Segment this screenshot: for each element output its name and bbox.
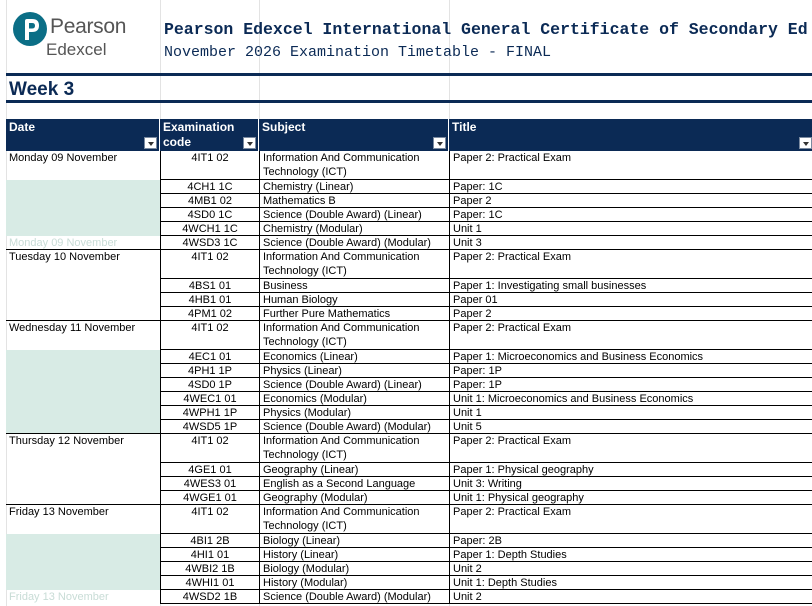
title-cell: Paper: 1C — [449, 180, 812, 194]
title-cell: Paper 1: Investigating small businesses — [449, 279, 812, 293]
date-cell — [6, 576, 160, 590]
subject-cell: Information And Communication Technology (ICT) — [259, 151, 449, 180]
title-cell: Unit 1 — [449, 222, 812, 236]
pearson-logo — [12, 11, 152, 63]
week-heading: Week 3 — [9, 79, 75, 100]
subject-cell: Economics (Modular) — [259, 392, 449, 406]
exam-code-cell: 4WPH1 1P — [160, 406, 259, 420]
subject-cell: Physics (Linear) — [259, 364, 449, 378]
exam-code-cell: 4WEC1 01 — [160, 392, 259, 406]
subject-cell: English as a Second Language — [259, 477, 449, 491]
title-cell: Paper 1: Physical geography — [449, 463, 812, 477]
title-cell: Paper: 1P — [449, 364, 812, 378]
date-cell — [6, 222, 160, 236]
date-cell — [6, 293, 160, 307]
page-subtitle: November 2026 Examination Timetable - FINAL — [164, 44, 552, 61]
page-title: Pearson Edexcel International General Certificate of Secondary Ed — [164, 20, 808, 39]
title-cell: Unit 2 — [449, 590, 812, 604]
title-cell: Unit 1: Microeconomics and Business Economics — [449, 392, 812, 406]
subject-cell: Information And Communication Technology (ICT) — [259, 250, 449, 279]
subject-cell: Chemistry (Modular) — [259, 222, 449, 236]
subject-cell: Biology (Linear) — [259, 534, 449, 548]
title-cell: Paper 2: Practical Exam — [449, 151, 812, 180]
subject-cell: History (Modular) — [259, 576, 449, 590]
title-cell: Paper 2: Practical Exam — [449, 434, 812, 463]
exam-code-cell: 4HI1 01 — [160, 548, 259, 562]
date-cell — [6, 378, 160, 392]
date-cell — [6, 406, 160, 420]
subject-cell: Biology (Modular) — [259, 562, 449, 576]
date-cell — [6, 279, 160, 293]
filter-dropdown-icon[interactable] — [433, 137, 446, 149]
title-cell: Paper: 1P — [449, 378, 812, 392]
subject-cell: Science (Double Award) (Linear) — [259, 208, 449, 222]
exam-code-cell: 4PM1 02 — [160, 307, 259, 321]
exam-code-cell: 4WSD3 1C — [160, 236, 259, 250]
subject-cell: Science (Double Award) (Modular) — [259, 236, 449, 250]
date-cell: Monday 09 November — [9, 152, 118, 164]
date-cell — [6, 364, 160, 378]
title-cell: Unit 1: Physical geography — [449, 491, 812, 505]
title-cell: Paper: 2B — [449, 534, 812, 548]
subject-cell: Human Biology — [259, 293, 449, 307]
subject-cell: Science (Double Award) (Modular) — [259, 420, 449, 434]
exam-code-cell: 4GE1 01 — [160, 463, 259, 477]
title-cell: Unit 1 — [449, 406, 812, 420]
title-cell: Paper 2: Practical Exam — [449, 250, 812, 279]
divider — [6, 100, 812, 103]
date-cell — [6, 194, 160, 208]
column-header-label: Subject — [262, 120, 306, 134]
title-cell: Paper 1: Depth Studies — [449, 548, 812, 562]
exam-code-cell: 4IT1 02 — [160, 505, 259, 534]
subject-cell: Mathematics B — [259, 194, 449, 208]
column-header-subject[interactable] — [259, 119, 449, 151]
title-cell: Paper 2: Practical Exam — [449, 505, 812, 534]
title-cell: Unit 2 — [449, 562, 812, 576]
subject-cell: Information And Communication Technology (ICT) — [259, 505, 449, 534]
exam-code-cell: 4PH1 1P — [160, 364, 259, 378]
exam-code-cell: 4CH1 1C — [160, 180, 259, 194]
exam-code-cell: 4WES3 01 — [160, 477, 259, 491]
date-cell: Wednesday 11 November — [9, 322, 136, 334]
title-cell: Unit 5 — [449, 420, 812, 434]
exam-code-cell: 4IT1 02 — [160, 250, 259, 279]
subject-cell: Information And Communication Technology (ICT) — [259, 434, 449, 463]
date-cell — [6, 180, 160, 194]
subject-cell: Science (Double Award) (Linear) — [259, 378, 449, 392]
date-cell — [6, 420, 160, 434]
date-cell: Monday 09 November — [6, 236, 160, 250]
title-cell: Paper 2 — [449, 307, 812, 321]
exam-code-cell: 4WGE1 01 — [160, 491, 259, 505]
subject-cell: Business — [259, 279, 449, 293]
column-header-label: Examination — [163, 120, 235, 134]
exam-code-cell: 4IT1 02 — [160, 321, 259, 350]
subject-cell: History (Linear) — [259, 548, 449, 562]
filter-dropdown-icon[interactable] — [144, 137, 157, 149]
subject-cell: Further Pure Mathematics — [259, 307, 449, 321]
date-cell: Friday 13 November — [9, 506, 109, 518]
title-cell: Unit 3 — [449, 236, 812, 250]
brand-name: Pearson — [50, 15, 127, 38]
date-cell — [6, 477, 160, 491]
title-cell: Paper: 1C — [449, 208, 812, 222]
pearson-logo-icon — [12, 11, 48, 47]
subject-cell: Geography (Linear) — [259, 463, 449, 477]
exam-code-cell: 4WSD5 1P — [160, 420, 259, 434]
title-cell: Paper 01 — [449, 293, 812, 307]
title-cell: Paper 2: Practical Exam — [449, 321, 812, 350]
subject-cell: Physics (Modular) — [259, 406, 449, 420]
title-cell: Unit 1: Depth Studies — [449, 576, 812, 590]
date-cell: Friday 13 November — [9, 591, 109, 603]
column-header-label: Title — [452, 120, 477, 134]
date-cell: Tuesday 10 November — [9, 251, 120, 263]
exam-code-cell: 4SD0 1C — [160, 208, 259, 222]
column-header-date[interactable] — [6, 119, 160, 151]
subject-cell: Geography (Modular) — [259, 491, 449, 505]
filter-dropdown-icon[interactable] — [243, 137, 256, 149]
date-cell — [6, 307, 160, 321]
divider — [6, 73, 812, 76]
exam-code-cell: 4WBI2 1B — [160, 562, 259, 576]
exam-code-cell: 4EC1 01 — [160, 350, 259, 364]
exam-code-cell: 4SD0 1P — [160, 378, 259, 392]
date-cell — [6, 208, 160, 222]
exam-code-cell: 4IT1 02 — [160, 434, 259, 463]
column-header-label: code — [163, 135, 192, 149]
date-cell — [6, 534, 160, 548]
title-cell: Unit 3: Writing — [449, 477, 812, 491]
date-cell — [6, 562, 160, 576]
subject-cell: Chemistry (Linear) — [259, 180, 449, 194]
exam-code-cell: 4IT1 02 — [160, 151, 259, 180]
date-cell — [6, 463, 160, 477]
column-header-title[interactable] — [449, 119, 812, 151]
date-cell — [6, 350, 160, 364]
subject-cell: Information And Communication Technology (ICT) — [259, 321, 449, 350]
date-cell: Thursday 12 November — [9, 435, 124, 447]
column-header-code[interactable] — [160, 119, 259, 151]
column-header-label: Date — [9, 120, 36, 134]
exam-code-cell: 4BI1 2B — [160, 534, 259, 548]
filter-dropdown-icon[interactable] — [799, 137, 812, 149]
subject-cell: Economics (Linear) — [259, 350, 449, 364]
subject-cell: Science (Double Award) (Modular) — [259, 590, 449, 604]
date-cell — [6, 392, 160, 406]
title-cell: Paper 1: Microeconomics and Business Economics — [449, 350, 812, 364]
brand-subname: Edexcel — [46, 40, 107, 59]
exam-code-cell: 4HB1 01 — [160, 293, 259, 307]
date-cell — [6, 491, 160, 505]
exam-code-cell: 4BS1 01 — [160, 279, 259, 293]
exam-code-cell: 4WSD2 1B — [160, 590, 259, 604]
exam-code-cell: 4WHI1 01 — [160, 576, 259, 590]
date-cell — [6, 548, 160, 562]
exam-code-cell: 4WCH1 1C — [160, 222, 259, 236]
exam-code-cell: 4MB1 02 — [160, 194, 259, 208]
title-cell: Paper 2 — [449, 194, 812, 208]
